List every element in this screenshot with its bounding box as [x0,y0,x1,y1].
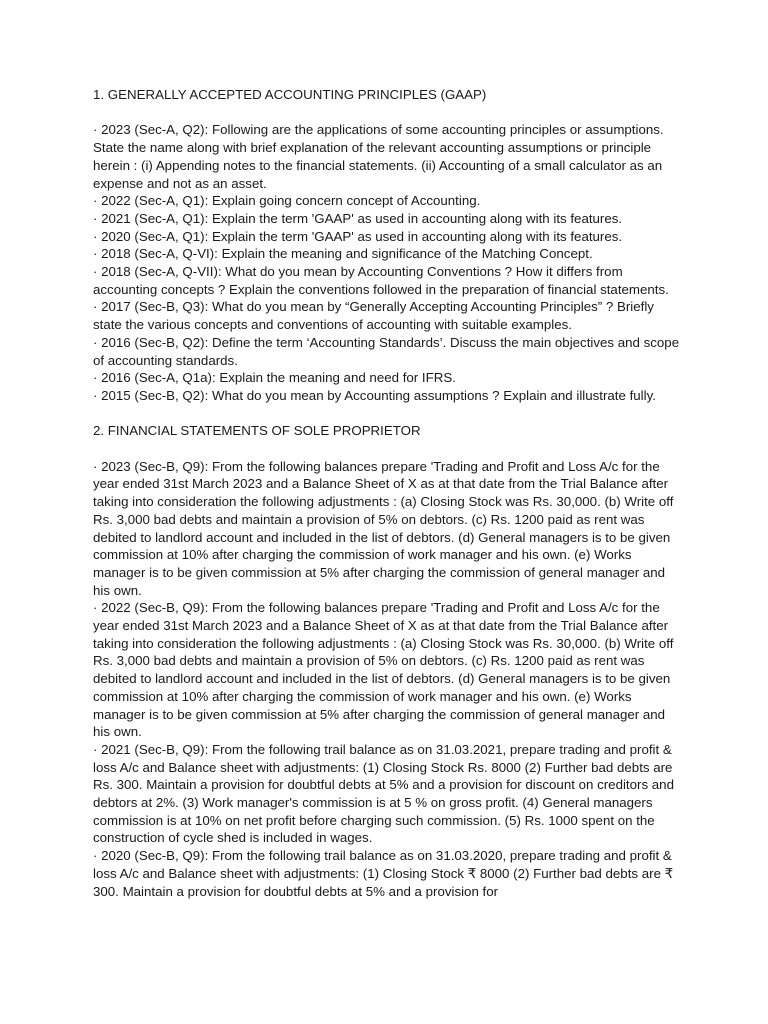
section-title: 2. FINANCIAL STATEMENTS OF SOLE PROPRIETOR [93,423,421,439]
question-list [93,458,683,901]
list-item: · 2021 (Sec-A, Q1): Explain the term 'GAAP' as used in accounting along with its features. [93,210,623,226]
list-item: · 2020 (Sec-B, Q9): From the following trail balance as on 31.03.2020, prepare trading and profit & loss A/c and Balance sheet with adjustments: (1) Closing Stock ₹ 8000 (2) Further bad debts are ₹ 300. Maintain a provision for doubtful debts at 5% and a provision for [93,848,674,899]
list-item: · 2020 (Sec-A, Q1): Explain the term 'GAAP' as used in accounting along with its features. [93,228,623,244]
list-item: · 2023 (Sec-B, Q9): From the following balances prepare 'Trading and Profit and Loss A/c for the year ended 31st March 2023 and a Balance Sheet of X as at that date from the Trial Balance after taking into consideration the following adjustments : (a) Closing Stock was Rs. 30,000. (b) Write off Rs. 3,000 bad debts and maintain a provision of 5% on debtors. (c) Rs. 1200 paid as rent was debited to landlord account and included in the list of debtors. (d) General managers is to be given commission at 10% after charging the commission of work manager and his own. (e) Works manager is to be given commission at 5% after charging the commission of general manager and his own. [93,458,674,598]
list-item: · 2016 (Sec-B, Q2): Define the term ‘Accounting Standards’. Discuss the main objectives and scope of accounting standards. [93,334,680,368]
section-title: 1. GENERALLY ACCEPTED ACCOUNTING PRINCIPLES (GAAP) [93,87,487,102]
spacer [93,440,683,458]
section-financial-statements [93,422,683,900]
list-item: · 2022 (Sec-A, Q1): Explain going concern concept of Accounting. [93,193,481,209]
spacer [93,104,683,122]
spacer [93,405,683,423]
list-item: · 2017 (Sec-B, Q3): What do you mean by “Generally Accepting Accounting Principles” ? Briefly state the various concepts and conventions of accounting with suitable examples. [93,299,654,333]
list-item: · 2018 (Sec-A, Q-VI): Explain the meaning and significance of the Matching Concept. [93,246,593,262]
list-item: · 2018 (Sec-A, Q-VII): What do you mean by Accounting Conventions ? How it differs from accounting concepts ? Explain the conventions followed in the preparation of financial statements. [93,264,669,297]
question-list [93,121,683,404]
list-item: · 2016 (Sec-A, Q1a): Explain the meaning and need for IFRS. [93,370,456,386]
list-item: · 2023 (Sec-A, Q2): Following are the applications of some accounting principles or assumptions. State the name along with brief explanation of the relevant accounting assumptions or principle herein : (i) Appending notes to the financial statements. (ii) Accounting of a small calculator as an expense and not as an asset. [93,122,664,191]
list-item: · 2022 (Sec-B, Q9): From the following balances prepare 'Trading and Profit and Loss A/c for the year ended 31st March 2023 and a Balance Sheet of X as at that date from the Trial Balance after taking into consideration the following adjustments : (a) Closing Stock was Rs. 30,000. (b) Write off Rs. 3,000 bad debts and maintain a provision of 5% on debtors. (c) Rs. 1200 paid as rent was debited to landlord account and included in the list of debtors. (d) General managers is to be given commission at 10% after charging the commission of work manager and his own. (e) Works manager is to be given commission at 5% after charging the commission of general manager and his own. [93,600,674,740]
list-item: · 2021 (Sec-B, Q9): From the following trail balance as on 31.03.2021, prepare trading and profit & loss A/c and Balance sheet with adjustments: (1) Closing Stock Rs. 8000 (2) Further bad debts are Rs. 300. Maintain a provision for doubtful debts at 5% and a provision for discount on creditors and debtors at 2%. (3) Work manager's commission is at 5 % on gross profit. (4) General managers commission is at 10% on net profit before charging such commission. (5) Rs. 1000 spent on the construction of cycle shed is included in wages. [93,741,674,846]
document-page [93,86,683,900]
section-gaap [93,86,683,405]
list-item: · 2015 (Sec-B, Q2): What do you mean by Accounting assumptions ? Explain and illustrate fully. [93,387,656,403]
